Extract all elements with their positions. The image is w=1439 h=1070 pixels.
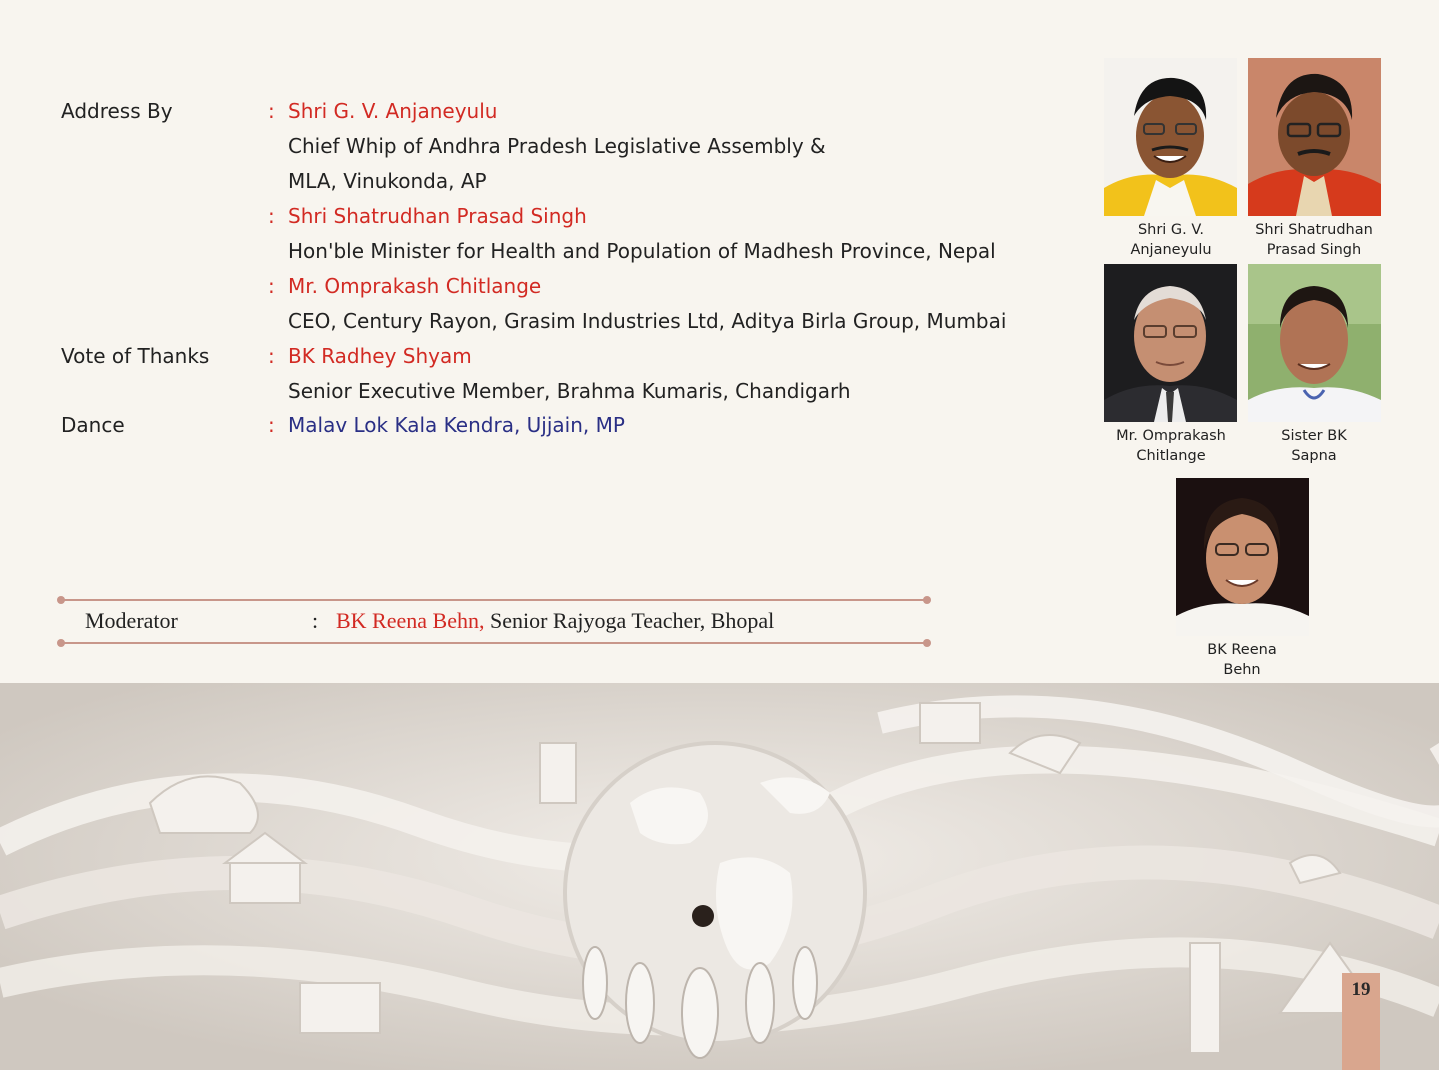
page-number-tab <box>1342 973 1380 1070</box>
speaker-1-desc-line-2: MLA, Vinukonda, AP <box>288 169 487 193</box>
colon: : <box>268 274 275 298</box>
speaker-3-desc-line-1: CEO, Century Rayon, Grasim Industries Ltd, Aditya Birla Group, Mumbai <box>288 309 1007 333</box>
speaker-2-name: Shri Shatrudhan Prasad Singh <box>288 204 587 228</box>
moderator-colon: : <box>312 608 319 633</box>
photo-omprakash-chitlange <box>1104 264 1237 422</box>
vote-of-thanks-name: BK Radhey Shyam <box>288 344 472 368</box>
speaker-1-desc-line-1: Chief Whip of Andhra Pradesh Legislative Assembly & <box>288 134 826 158</box>
moderator-bottom-divider <box>61 642 927 644</box>
photo-caption-bk-reena-behn: BK Reena Behn <box>1207 642 1277 678</box>
colon: : <box>268 99 275 123</box>
vote-of-thanks-label: Vote of Thanks <box>61 344 210 368</box>
photo-caption-anjaneyulu: Shri G. V. Anjaneyulu <box>1130 222 1212 258</box>
photo-caption-omprakash-chitlange: Mr. Omprakash Chitlange <box>1116 428 1226 464</box>
dance-label: Dance <box>61 413 125 437</box>
speaker-3-name: Mr. Omprakash Chitlange <box>288 274 542 298</box>
photo-caption-sister-bk-sapna: Sister BK Sapna <box>1281 428 1347 464</box>
moderator-top-divider <box>61 599 927 601</box>
address-by-label: Address By <box>61 99 173 123</box>
moderator-desc: Senior Rajyoga Teacher, Bhopal <box>489 608 775 633</box>
photo-bk-reena-behn <box>1176 478 1309 636</box>
photo-sister-bk-sapna <box>1248 264 1381 422</box>
moderator-entry <box>336 607 774 635</box>
vote-of-thanks-desc: Senior Executive Member, Brahma Kumaris, Chandigarh <box>288 379 851 403</box>
relief-artwork-banner <box>0 683 1439 1070</box>
photo-caption-shatrudhan-prasad-singh: Shri Shatrudhan Prasad Singh <box>1255 222 1373 258</box>
page-number: 19 <box>1351 979 1371 1000</box>
colon: : <box>268 204 275 228</box>
speaker-2-desc-line-1: Hon'ble Minister for Health and Population of Madhesh Province, Nepal <box>288 239 996 263</box>
moderator-name: BK Reena Behn, <box>336 608 485 633</box>
dance-performer: Malav Lok Kala Kendra, Ujjain, MP <box>288 413 625 437</box>
photo-shatrudhan-prasad-singh <box>1248 58 1381 216</box>
photo-anjaneyulu <box>1104 58 1237 216</box>
colon: : <box>268 344 275 368</box>
speaker-1-name: Shri G. V. Anjaneyulu <box>288 99 498 123</box>
moderator-label: Moderator <box>85 608 178 633</box>
colon: : <box>268 413 275 437</box>
